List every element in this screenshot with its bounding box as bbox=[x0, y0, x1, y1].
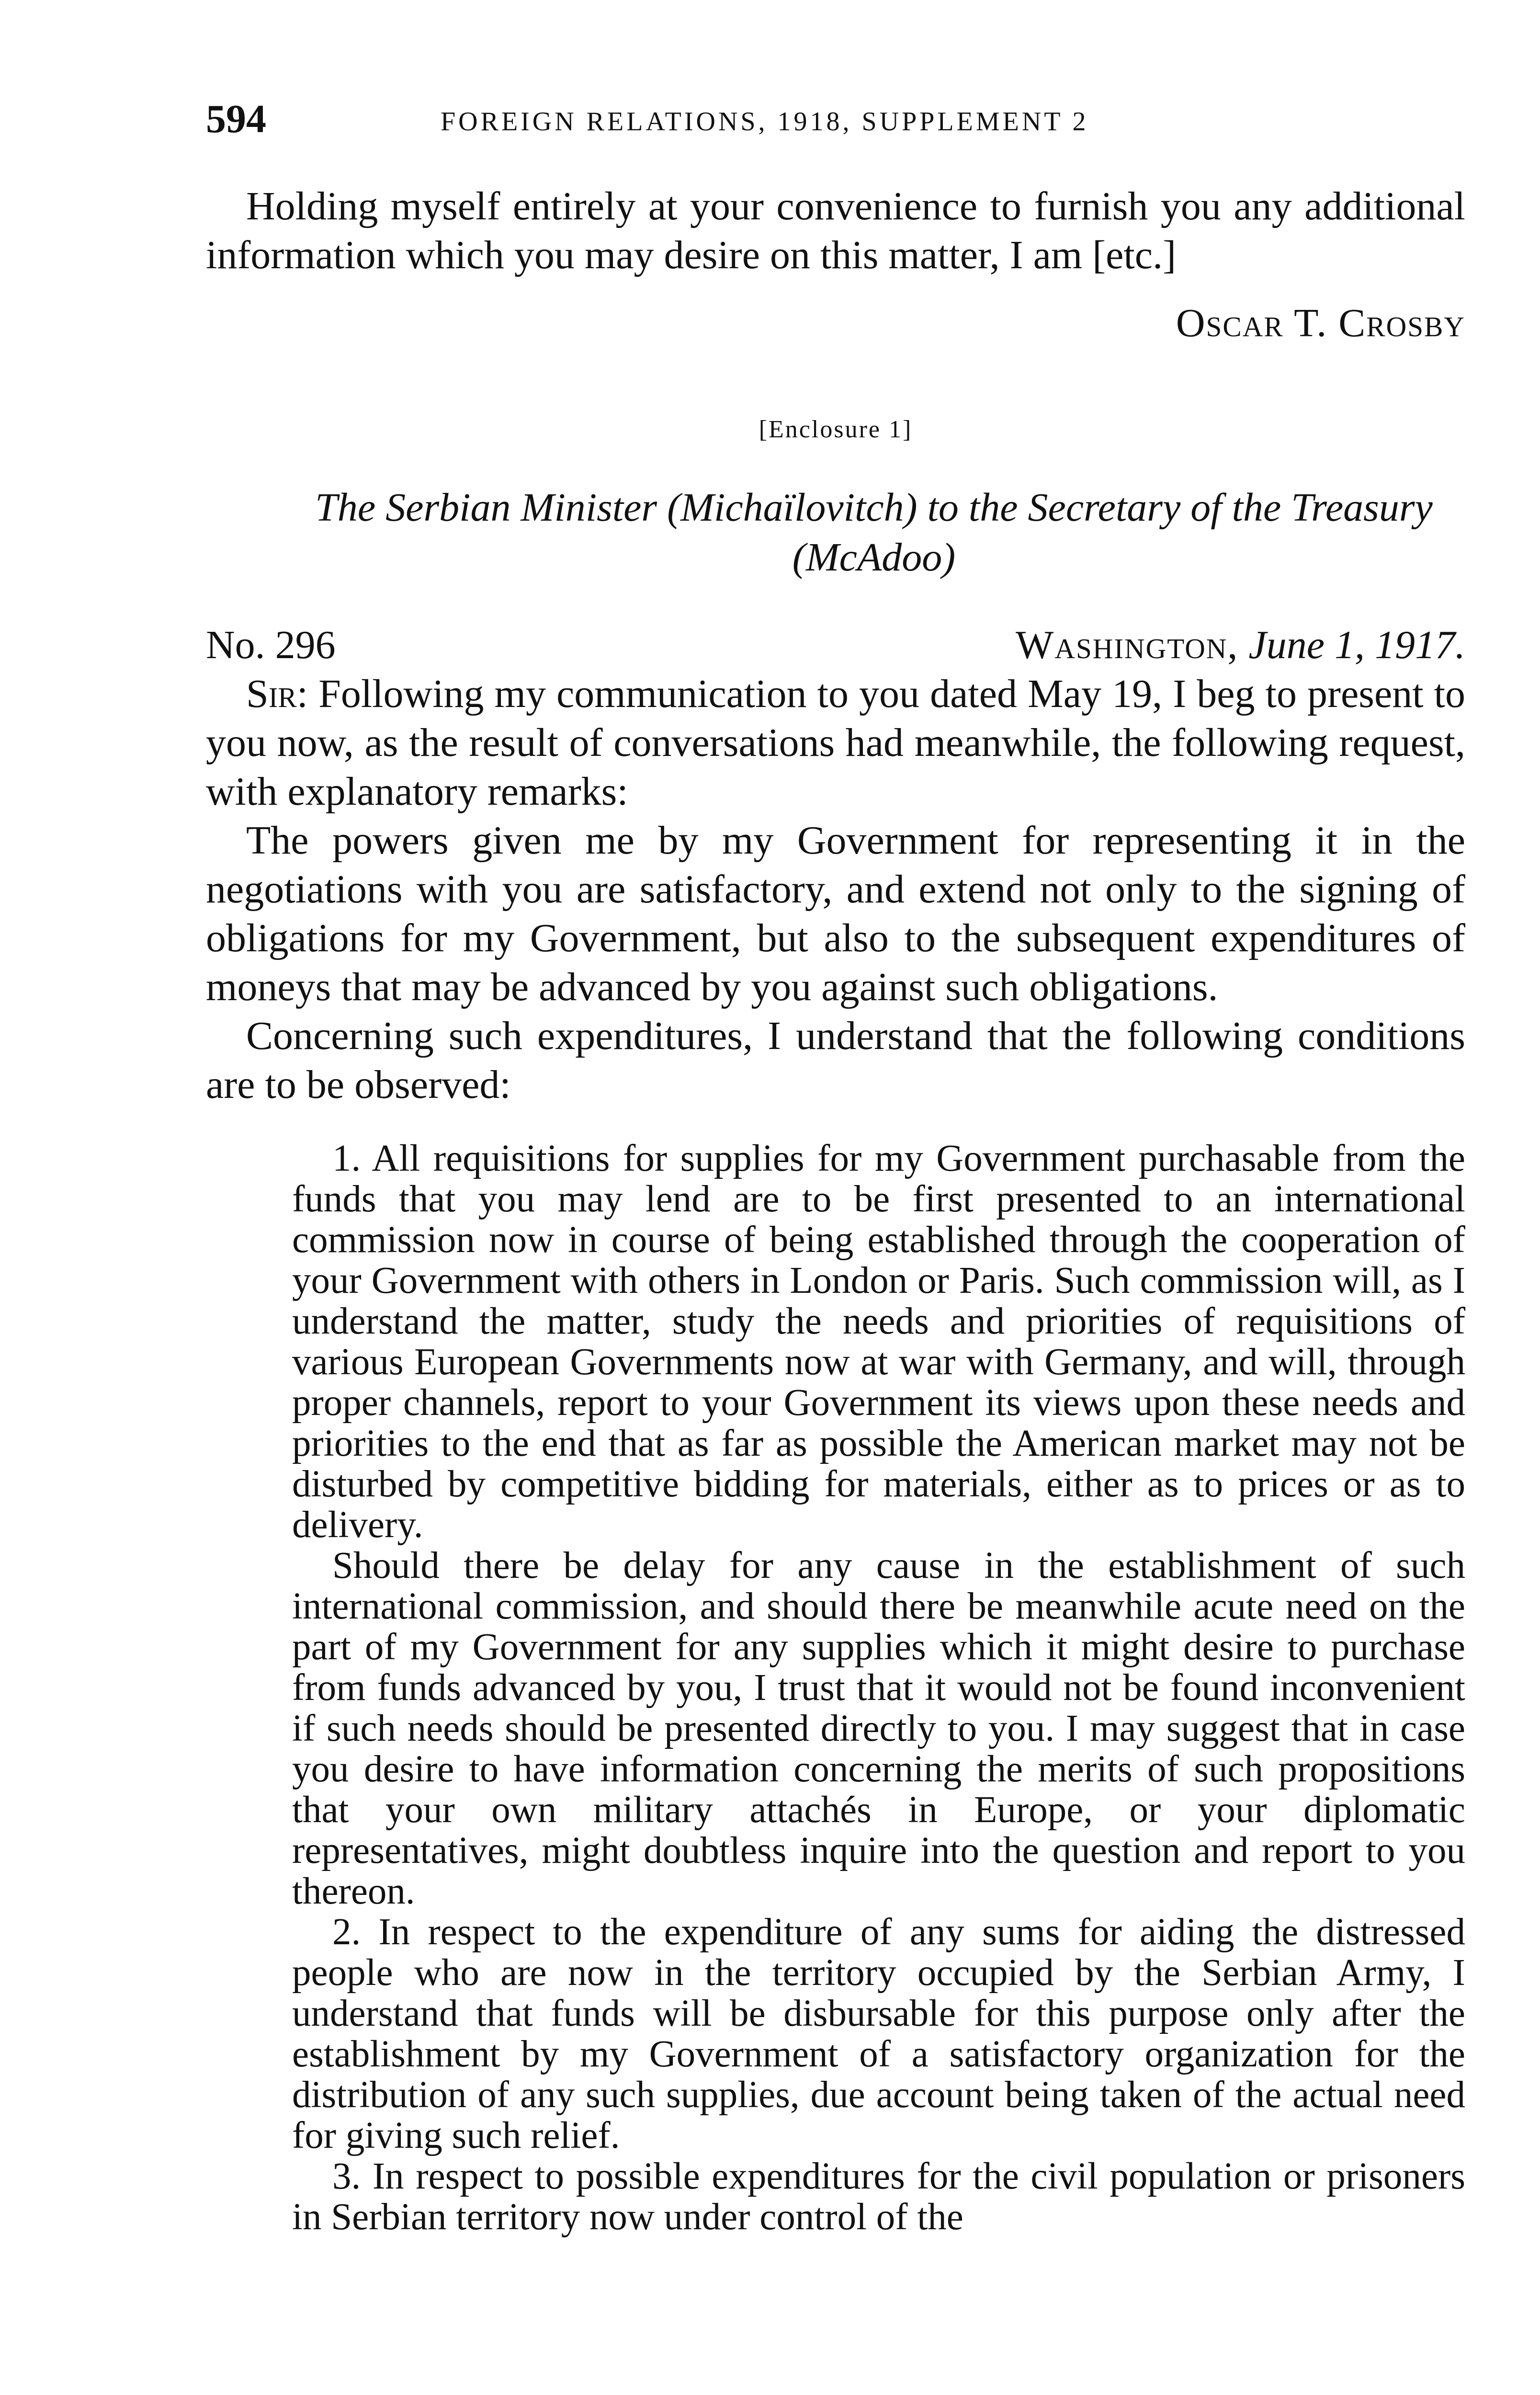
page-body bbox=[206, 182, 1465, 2237]
conditions-list bbox=[292, 1138, 1465, 2237]
condition-item: 3. In respect to possible expenditures for the civil population or prisoners in Serbian territory now under control of the bbox=[292, 2156, 1465, 2238]
document-number: No. 296 bbox=[206, 623, 336, 667]
enclosure-label: [Enclosure 1] bbox=[759, 416, 913, 443]
condition-item: 2. In respect to the expenditure of any sums for aiding the distressed people who are now in the territory occupied by the Serbian Army, I understand that funds will be disbursable for this purpose only after the establishment by my Government of a satisfactory organization for the distribution of any such supplies, due account being taken of the actual need for giving such relief. bbox=[292, 1911, 1465, 2156]
signature: Oscar T. Crosby bbox=[1176, 301, 1465, 345]
condition-item: Should there be delay for any cause in the establishment of such international commission, and should there be meanwhile acute need on the part of my Government for any supplies which it might desire to purchase from funds advanced by you, I trust that it would not be found inconvenient if such needs should be presented directly to you. I may suggest that in case you desire to have information concerning the merits of such propositions that your own military attachés in Europe, or your diplomatic representatives, might doubtless inquire into the question and report to you thereon. bbox=[292, 1545, 1465, 1912]
dateline-date: June 1, 1917. bbox=[1248, 623, 1465, 667]
body-paragraph bbox=[206, 670, 1465, 816]
salutation: Sir: bbox=[246, 672, 308, 716]
dateline bbox=[206, 621, 1465, 670]
document-title: The Serbian Minister (Michaïlovitch) to the Secretary of the Treasury (McAdoo) bbox=[315, 485, 1433, 580]
condition-item: 1. All requisitions for supplies for my Government purchasable from the funds that you may lend are to be first presented to an international commission now in course of being established through the cooperation of your Government with others in London or Paris. Such commission will, as I understand the matter, study the needs and priorities of requisitions of various European Governments now at war with Germany, and will, through proper channels, report to your Government its views upon these needs and priorities to the end that as far as possible the American market may not be disturbed by competitive bidding for materials, either as to prices or as to delivery. bbox=[292, 1138, 1465, 1546]
place-and-date bbox=[1016, 621, 1465, 670]
body-paragraph: The powers given me by my Government for representing it in the negotiations with you are satisfactory, and extend not only to the signing of obligations for my Government, but also to the subsequent expenditures of moneys that may be advanced by you against such obligations. bbox=[206, 818, 1465, 1009]
paragraph-text: Following my communication to you dated May 19, I beg to present to you now, as the result of conversations had meanwhile, the following request, with explanatory remarks: bbox=[206, 672, 1466, 814]
dateline-place: Washington, bbox=[1016, 623, 1239, 667]
running-head: FOREIGN RELATIONS, 1918, SUPPLEMENT 2 bbox=[441, 107, 1089, 137]
page-header bbox=[206, 96, 1465, 148]
body-paragraph: Concerning such expenditures, I understand that the following conditions are to be observed: bbox=[206, 1014, 1465, 1107]
closing-paragraph: Holding myself entirely at your convenience to furnish you any additional information which you may desire on this matter, I am [etc.] bbox=[206, 184, 1465, 277]
page-number: 594 bbox=[206, 97, 266, 141]
